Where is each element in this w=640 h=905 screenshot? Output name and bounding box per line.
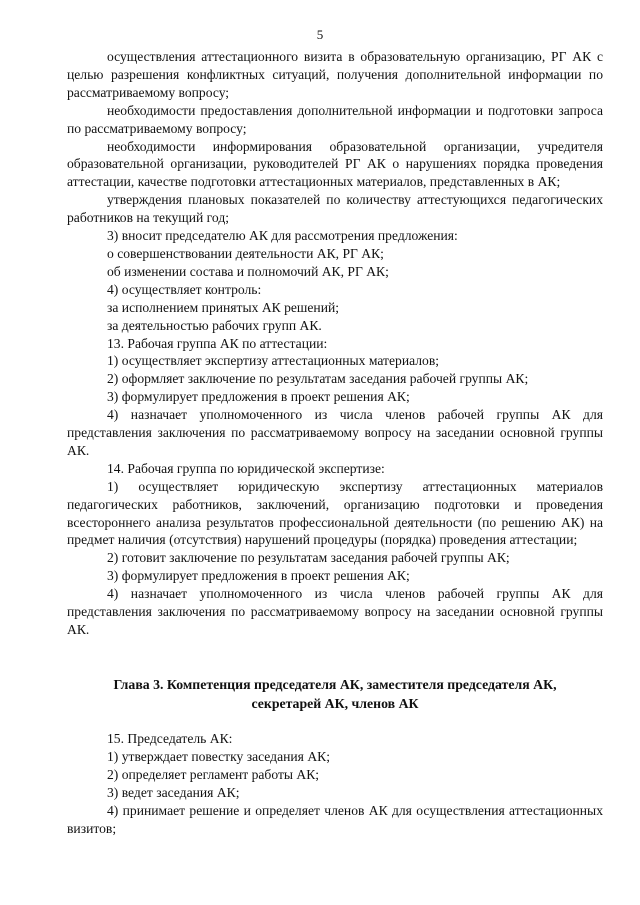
body-text-section-1 [67,48,603,639]
paragraph: 4) назначает уполномоченного из числа членов рабочей группы АК для представления заключения по рассматриваемому вопросу на заседании основной группы АК. [67,407,603,458]
chapter-heading [67,676,603,713]
paragraph: 13. Рабочая группа АК по аттестации: [107,335,328,351]
paragraph: 4) назначает уполномоченного из числа членов рабочей группы АК для представления заключения по рассматриваемому вопросу на заседании основной группы АК. [67,586,603,637]
paragraph: об изменении состава и полномочий АК, РГ АК; [107,263,389,279]
paragraph: 1) утверждает повестку заседания АК; [107,748,330,764]
paragraph: о совершенствовании деятельности АК, РГ АК; [107,245,384,261]
paragraph: 3) формулирует предложения в проект решения АК; [107,389,410,405]
paragraph: 15. Председатель АК: [107,731,233,746]
chapter-heading-line: Глава 3. Компетенция председателя АК, заместителя председателя АК, [113,677,557,692]
paragraph: 2) готовит заключение по результатам заседания рабочей группы АК; [107,550,510,566]
paragraph: 3) ведет заседания АК; [107,784,240,800]
paragraph: 3) вносит председателю АК для рассмотрения предложения: [107,228,458,244]
paragraph: за исполнением принятых АК решений; [107,299,340,315]
paragraph: 2) оформляет заключение по результатам заседания рабочей группы АК; [107,371,529,387]
paragraph: 1) осуществляет экспертизу аттестационных материалов; [107,353,440,369]
paragraph: 4) принимает решение и определяет членов АК для осуществления аттестационных визитов; [67,802,603,836]
paragraph: утверждения плановых показателей по количеству аттестующихся педагогических работников на текущий год; [67,192,603,226]
paragraph: за деятельностью рабочих групп АК. [107,317,322,333]
chapter-heading-line: секретарей АК, членов АК [251,695,419,711]
paragraph: необходимости предоставления дополнительной информации и подготовки запроса по рассматриваемому вопросу; [67,102,603,136]
paragraph: 4) осуществляет контроль: [107,281,262,297]
paragraph: осуществления аттестационного визита в образовательную организацию, РГ АК с целью разрешения конфликтных ситуаций, получения дополнительной информации по рассматриваемому вопросу; [67,49,603,100]
paragraph: 14. Рабочая группа по юридической экспертизе: [107,460,385,476]
paragraph: 1) осуществляет юридическую экспертизу аттестационных материалов педагогических работников, заключений, организацию подготовки и проведения всестороннего анализа результатов профессиональной деятельности (по решению АК) на предмет наличия (отсутствия) нарушений процедуры (порядка) проведения аттестации; [67,478,603,548]
paragraph: необходимости информирования образовательной организации, учредителя образовательной организации, руководителей РГ АК о нарушениях порядка проведения аттестации, качестве подготовки аттестационных материалов, представленных в АК; [67,138,603,190]
paragraph: 3) формулирует предложения в проект решения АК; [107,568,410,584]
paragraph: 2) определяет регламент работы АК; [107,766,320,782]
page-number: 5 [316,27,324,42]
body-text-section-2 [67,730,603,837]
